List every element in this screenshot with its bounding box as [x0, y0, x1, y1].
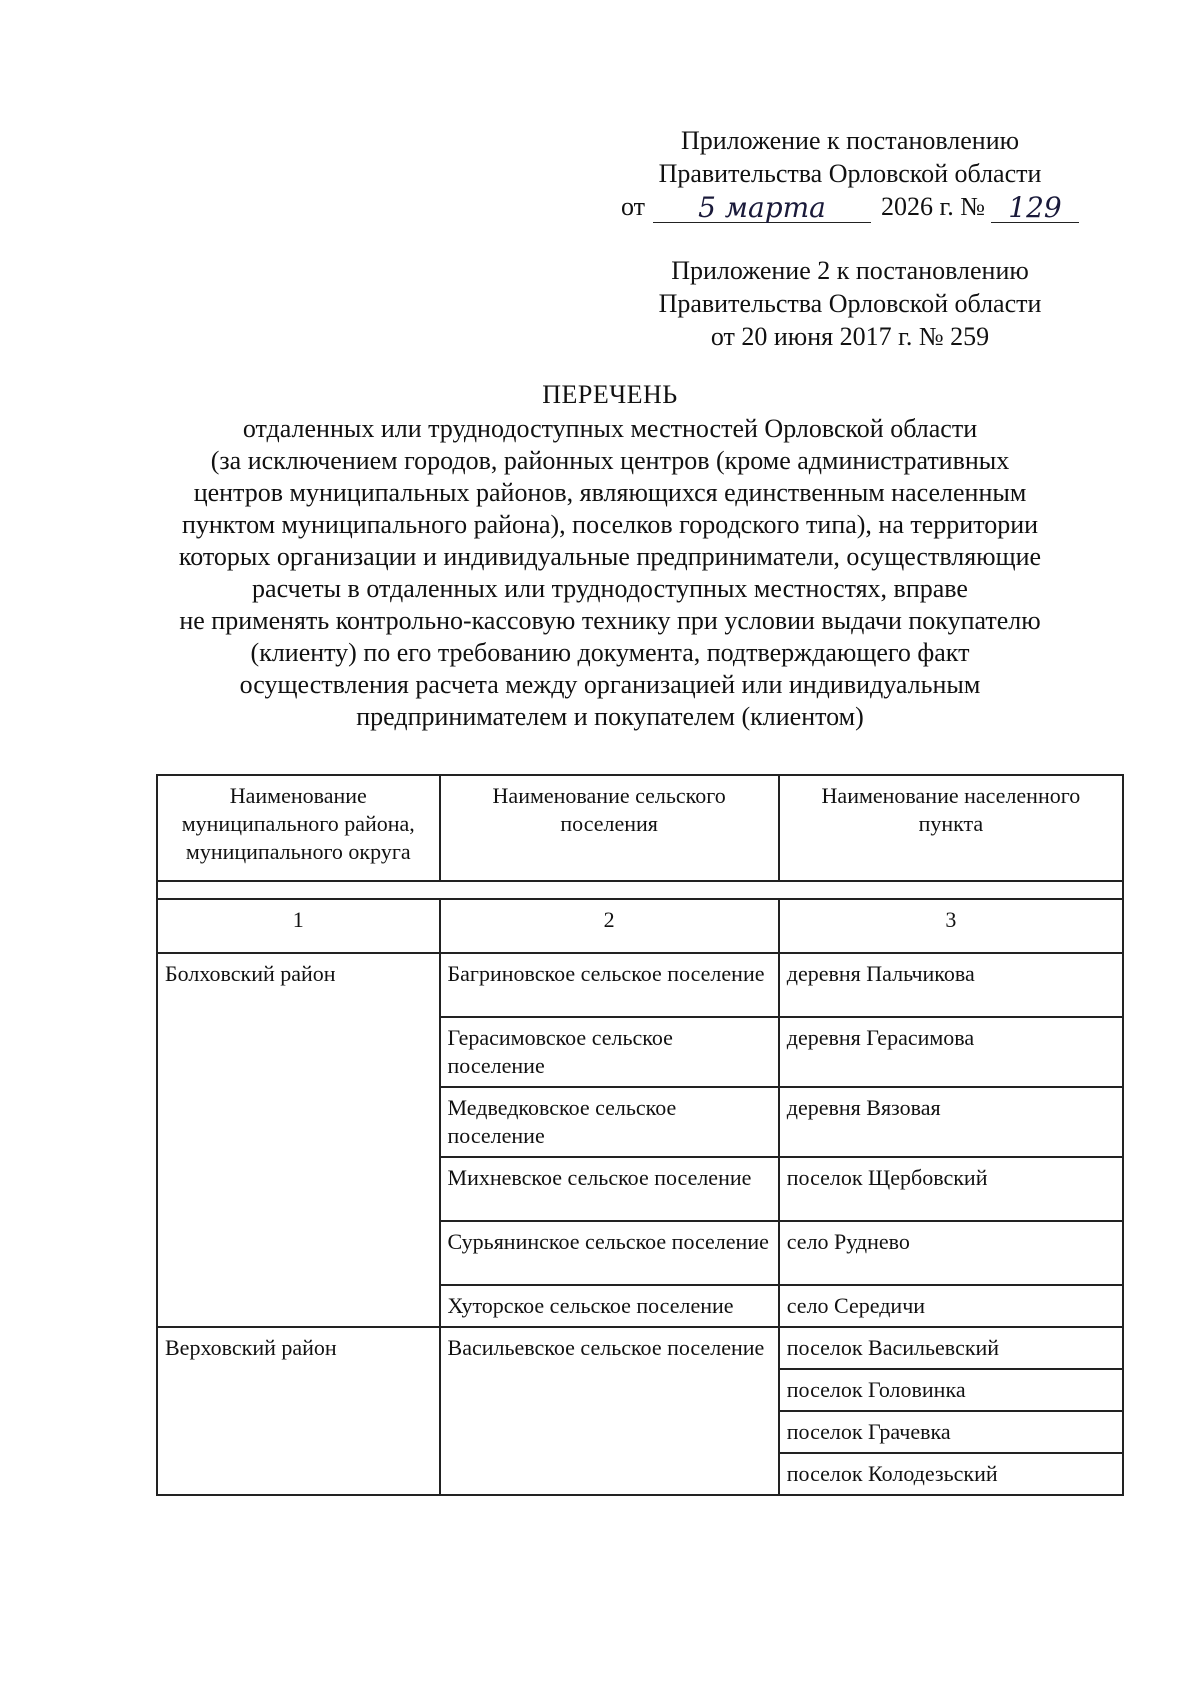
document-title: ПЕРЕЧЕНЬ: [542, 380, 678, 409]
header-settlement: Наименование сельского поселения: [440, 775, 779, 881]
appendix-2-header: [590, 254, 1110, 353]
settlement-cell: Герасимовское сельское поселение: [440, 1017, 779, 1087]
locality-cell: деревня Пальчикова: [779, 953, 1123, 1017]
header-district: Наименование муниципального района, муниципального округа: [157, 775, 440, 881]
year-number-label: 2026 г. №: [880, 192, 986, 221]
settlement-cell: Багриновское сельское поселение: [440, 953, 779, 1017]
locality-cell: поселок Головинка: [779, 1369, 1123, 1411]
settlement-cell: Сурьянинское сельское поселение: [440, 1221, 779, 1285]
appendix-date-line: [590, 190, 1110, 223]
subtitle-line: предпринимателем и покупателем (клиентом): [356, 702, 864, 731]
subtitle-line: осуществления расчета между организацией или индивидуальным: [239, 670, 981, 699]
appendix-2-line-3: от 20 июня 2017 г. № 259: [710, 322, 990, 351]
column-number: 2: [440, 899, 779, 953]
subtitle-line: центров муниципальных районов, являющихся единственным населенным: [193, 478, 1027, 507]
locality-table: [156, 774, 1124, 1496]
date-prefix: от: [620, 192, 645, 221]
handwritten-number: 129: [991, 194, 1079, 223]
column-number: 1: [157, 899, 440, 953]
appendix-line-1: Приложение к постановлению: [680, 126, 1020, 155]
settlement-cell: Васильевское сельское поселение: [440, 1327, 779, 1495]
appendix-line-2: Правительства Орловской области: [658, 159, 1042, 188]
locality-cell: поселок Грачевка: [779, 1411, 1123, 1453]
locality-cell: село Руднево: [779, 1221, 1123, 1285]
settlement-cell: Медведковское сельское поселение: [440, 1087, 779, 1157]
locality-cell: поселок Колодезьский: [779, 1453, 1123, 1495]
appendix-header: [590, 124, 1110, 223]
settlement-cell: Михневское сельское поселение: [440, 1157, 779, 1221]
settlement-cell: Хуторское сельское поселение: [440, 1285, 779, 1327]
district-cell: Верховский район: [157, 1327, 440, 1495]
document-subtitle: [130, 413, 1090, 733]
locality-cell: село Середичи: [779, 1285, 1123, 1327]
locality-cell: поселок Васильевский: [779, 1327, 1123, 1369]
handwritten-date: 5 марта: [653, 194, 871, 223]
subtitle-line: которых организации и индивидуальные предприниматели, осуществляющие: [178, 542, 1042, 571]
header-locality: Наименование населенного пункта: [779, 775, 1123, 881]
appendix-2-line-2: Правительства Орловской области: [658, 289, 1042, 318]
subtitle-line: (за исключением городов, районных центров (кроме административных: [210, 446, 1010, 475]
column-number-row: [157, 899, 1123, 953]
table-row: [157, 953, 1123, 1017]
appendix-2-line-1: Приложение 2 к постановлению: [671, 256, 1029, 285]
column-number: 3: [779, 899, 1123, 953]
subtitle-line: отдаленных или труднодоступных местностей Орловской области: [242, 414, 978, 443]
subtitle-line: (клиенту) по его требованию документа, подтверждающего факт: [250, 638, 970, 667]
table-header-row: [157, 775, 1123, 881]
locality-cell: поселок Щербовский: [779, 1157, 1123, 1221]
locality-cell: деревня Вязовая: [779, 1087, 1123, 1157]
subtitle-line: пунктом муниципального района), поселков городского типа), на территории: [181, 510, 1039, 539]
subtitle-line: не применять контрольно-кассовую технику при условии выдачи покупателю: [179, 606, 1041, 635]
district-cell: Болховский район: [157, 953, 440, 1327]
subtitle-line: расчеты в отдаленных или труднодоступных местностях, вправе: [252, 574, 968, 603]
locality-cell: деревня Герасимова: [779, 1017, 1123, 1087]
table-header-gap: [157, 881, 1123, 899]
table-row: [157, 1327, 1123, 1369]
